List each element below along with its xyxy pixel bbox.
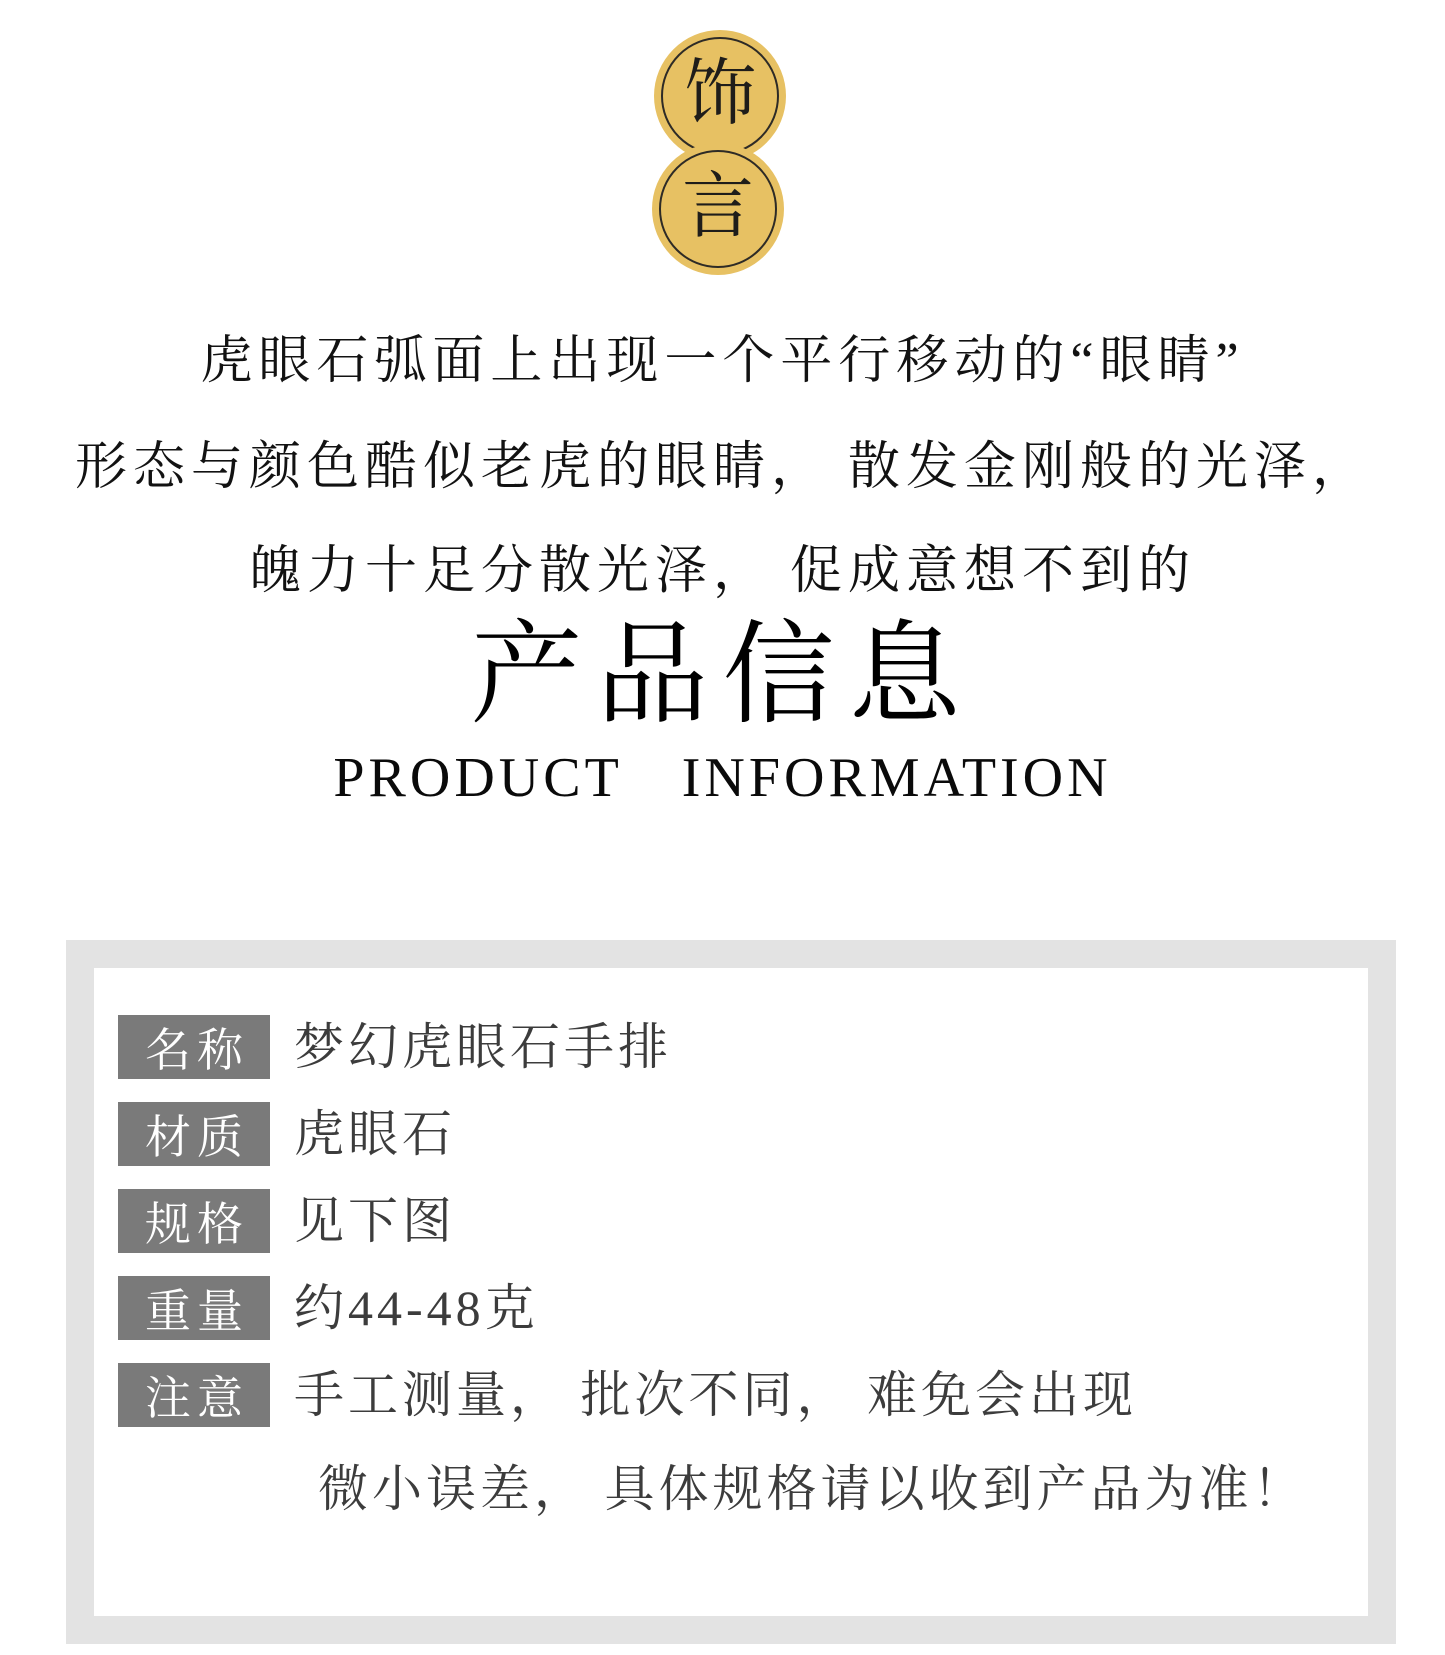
- spec-box: [66, 940, 1396, 1644]
- spec-label-size: 规格: [118, 1189, 270, 1253]
- spec-label-material: 材质: [118, 1102, 270, 1166]
- intro-line-1: 虎眼石弧面上出现一个平行移动的“眼睛”: [200, 333, 1245, 390]
- brand-logo-circle-bottom: [652, 143, 784, 275]
- intro-line-2: 形态与颜色酷似老虎的眼睛， 散发金刚般的光泽，: [74, 439, 1370, 496]
- spec-row-size: [118, 1189, 1368, 1253]
- spec-row-name: [118, 1015, 1368, 1079]
- spec-value-weight: 约44-48克: [294, 1280, 539, 1336]
- section-title: 产品信息: [470, 614, 975, 738]
- spec-value-material: 虎眼石: [294, 1106, 456, 1162]
- spec-value-size: 见下图: [294, 1193, 456, 1249]
- intro-line-3: 魄力十足分散光泽， 促成意想不到的: [248, 543, 1196, 600]
- spec-value-note-line2: 微小误差， 具体规格请以收到产品为准！: [318, 1461, 1307, 1517]
- section-subtitle: PRODUCT INFORMATION: [333, 747, 1112, 809]
- spec-value-note-line1: 手工测量， 批次不同， 难免会出现: [294, 1367, 1137, 1423]
- spec-value-name: 梦幻虎眼石手排: [294, 1019, 672, 1075]
- logo-char-top: 饰: [683, 54, 756, 134]
- spec-row-weight: [118, 1276, 1368, 1340]
- spec-row-material: [118, 1102, 1368, 1166]
- spec-box-inner: [94, 968, 1368, 1616]
- logo-ring-top: [661, 37, 779, 155]
- spec-label-note: 注意: [118, 1363, 270, 1427]
- logo-ring-bottom: [659, 150, 777, 268]
- spec-label-name: 名称: [118, 1015, 270, 1079]
- logo-char-bottom: 言: [681, 167, 754, 247]
- spec-row-note: [118, 1363, 1368, 1427]
- spec-label-weight: 重量: [118, 1276, 270, 1340]
